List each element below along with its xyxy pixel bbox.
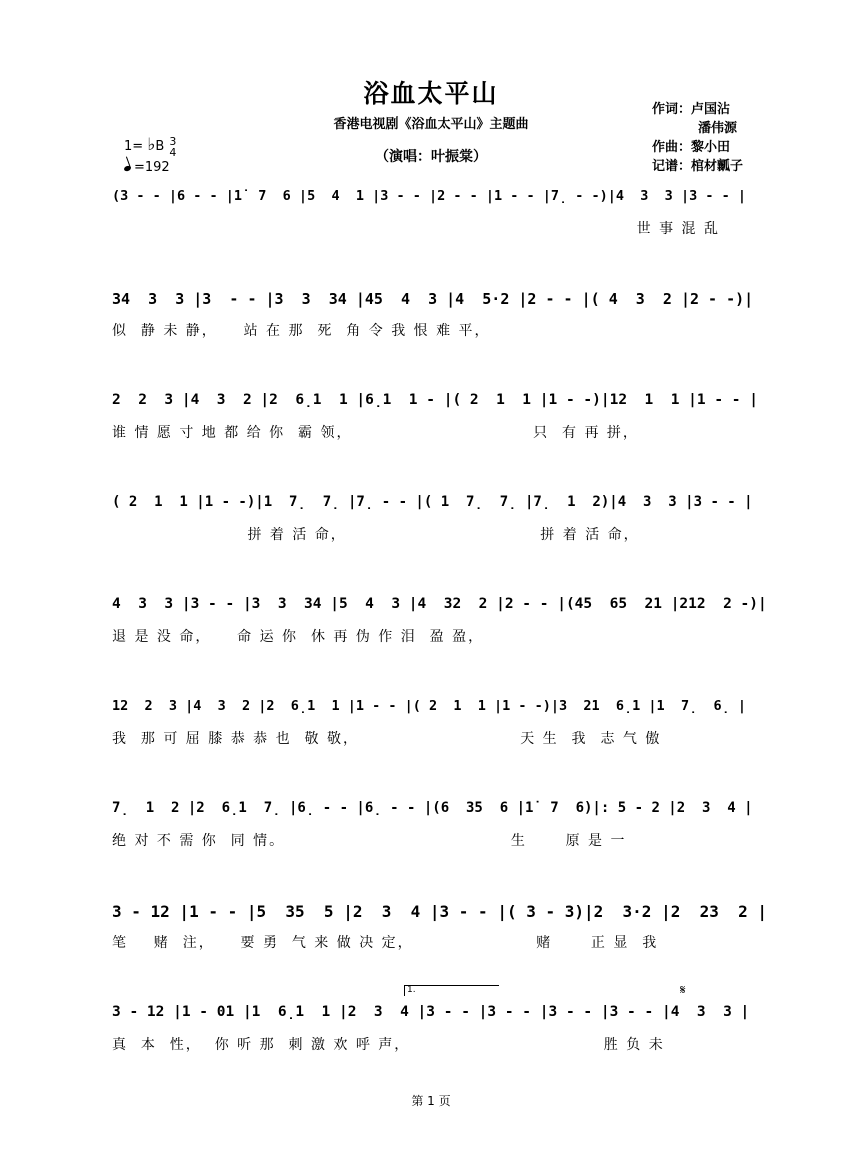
tempo-marking (124, 160, 170, 175)
key-signature (124, 135, 176, 158)
composer-credit: 作曲：黎小田 (652, 140, 731, 155)
singer-credit: （演唱：叶振棠） (375, 149, 487, 165)
lyrics-row-5: 退 是 没 命， 命 运 你 休 再 伪 作 泪 盈 盈， (112, 629, 485, 645)
lyrics-row-2: 似 静 未 静， 站 在 那 死 角 令 我 恨 难 平， (112, 323, 491, 339)
notation-row-1: (3 - - |6 - - |1̇ 7 6 |5 4 1 |3 - - |2 - - |1 - - |7̣ - -)|4 3 3 |3 - - | (112, 188, 746, 204)
lyrics-row-8: 笔 赌 注， 要 勇 气 来 做 决 定， 赌 正 显 我 (112, 935, 659, 951)
page-number: 第 1 页 (411, 1094, 451, 1108)
lyrics-row-9: 真 本 性， 你 听 那 刺 激 欢 呼 声， 胜 负 未 (112, 1037, 665, 1053)
lyrics-row-4: 拼 着 活 命， 拼 着 活 命， (112, 527, 640, 543)
notation-row-5: 4 3 3 |3 - - |3 3 34 |5 4 3 |4 32 2 |2 - - |(45 65 21 |212 2 -)| (112, 596, 767, 612)
flat-icon: ♭ (147, 135, 156, 155)
lyrics-row-3: 谁 情 愿 寸 地 都 给 你 霸 领， 只 有 再 拼， (112, 425, 639, 441)
quarter-note-icon (123, 165, 131, 172)
notation-row-2: 34 3 3 |3 - - |3 3 34 |45 4 3 |4 5·2 |2 - - |( 4 3 2 |2 - -)| (112, 290, 754, 308)
transcriber-credit: 记谱：棺材瓤子 (652, 159, 744, 174)
segno-icon: 𝄋 (680, 983, 686, 998)
lyricist-credit: 作词：卢国沾 (652, 102, 731, 117)
time-signature (169, 136, 176, 158)
notation-row-8: 3 - 12 |1 - - |5 35 5 |2 3 4 |3 - - |( 3 - 3)|2 3·2 |2 23 2 | (112, 902, 768, 921)
lyrics-row-7: 绝 对 不 需 你 同 情。 生 原 是 一 (112, 833, 627, 849)
subtitle: 香港电视剧《浴血太平山》主题曲 (333, 117, 529, 132)
time-top: 3 (169, 134, 177, 148)
lyrics-row-6: 我 那 可 屈 膝 恭 恭 也 敬 敬， 天 生 我 志 气 傲 (112, 731, 662, 747)
key-letter: B (155, 139, 165, 154)
first-ending-bracket (404, 985, 499, 996)
tempo-value: =192 (134, 160, 170, 175)
key-prefix: 1= (124, 139, 144, 154)
notation-row-9: 3 - 12 |1 - 01 |1 6̣1 1 |2 3 4 |3 - - |3 - - |3 - - |3 - - |4 3 3 | (112, 1004, 750, 1020)
notation-row-6: 12 2 3 |4 3 2 |2 6̣1 1 |1 - - |( 2 1 1 |1 - -)|3 21 6̣1 |1 7̣ 6̣ | (112, 698, 746, 714)
time-bottom: 4 (169, 145, 177, 159)
notation-row-7: 7̣ 1 2 |2 6̣1 7̣ |6̣ - - |6̣ - - |(6 35 6 |1̇ 7 6)|: 5 - 2 |2 3 4 | (112, 800, 753, 816)
lyricist-credit-2: 潘伟源 (698, 121, 738, 136)
notation-row-3: 2 2 3 |4 3 2 |2 6̣1 1 |6̣1 1 - |( 2 1 1 |1 - -)|12 1 1 |1 - - | (112, 392, 759, 408)
lyrics-row-1: 世 事 混 乱 (636, 221, 720, 237)
volta-label: 1. (407, 985, 416, 995)
notation-row-4: ( 2 1 1 |1 - -)|1 7̣ 7̣ |7̣ - - |( 1 7̣ 7̣ |7̣ 1 2)|4 3 3 |3 - - | (112, 494, 753, 510)
page-title: 浴血太平山 (363, 79, 499, 108)
